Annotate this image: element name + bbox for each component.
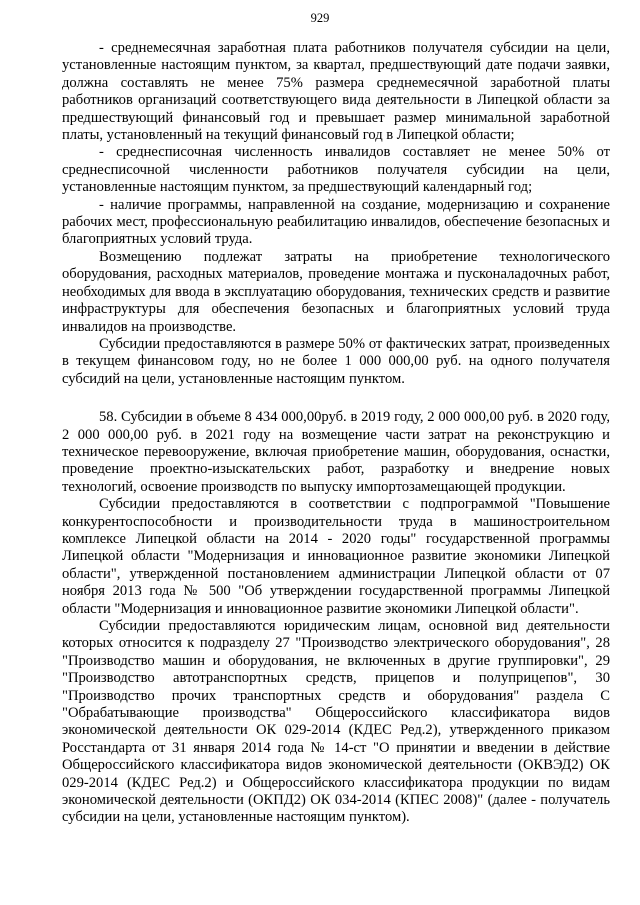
paragraph-eligible-recipients: Субсидии предоставляются юридическим лицам, основной вид деятельности которых относится к подразделу 27 "Производство электрического оборудования", 28 "Производство машин и оборудования, не включенных в другие группировки", 29 "Производство автотранспортных средств, прицепов и полуприцепов", 30 "Производство прочих транспортных средств и оборудования" раздела С "Обрабатывающие производства" Общероссийского классификатора видов экономической деятельности ОК 029-2014 (КДЕС Ред.2), утвержденного приказом Росстандарта от 31 января 2014 года № 14-ст "О принятии и введении в действие Общероссийского классификатора видов экономической деятельности (ОКВЭД2) ОК 029-2014 (КДЕС Ред.2) и Общероссийского классификатора продукции по видам экономической деятельности (ОКПД2) ОК 034-2014 (КПЕС 2008)" (далее - получатель субсидии на цели, установленные настоящим пунктом). (62, 618, 610, 826)
page-number: 929 (310, 11, 330, 25)
paragraph-disabled-headcount-condition: - среднесписочная численность инвалидов составляет не менее 50% от среднесписочной численности работников получателя субсидии на цели, установленные настоящим пунктом, за предшествующий календарный год; (62, 144, 610, 196)
paragraph-subsidy-amount: Субсидии предоставляются в размере 50% от фактических затрат, произведенных в текущем финансовом году, но не более 1 000 000,00 руб. на одного получателя субсидий на цели, установленные настоящим пунктом. (62, 335, 610, 387)
paragraph-subprogram-basis: Субсидии предоставляются в соответствии с подпрограммой "Повышение конкурентоспособности и производительности труда в машиностроительном комплексе Липецкой области на 2014 - 2020 годы" государственной программы Липецкой области "Модернизация и инновационное развитие экономики Липецкой области", утвержденной постановлением администрации Липецкой области от 07 ноября 2013 года № 500 "Об утверждении государственной программы Липецкой области "Модернизация и инновационное развитие экономики Липецкой области". (62, 496, 610, 617)
paragraph-item-58: 58. Субсидии в объеме 8 434 000,00руб. в 2019 году, 2 000 000,00 руб. в 2020 году, 2 000 000,00 руб. в 2021 году на возмещение части затрат на реконструкцию и техническое перевооружение, включая приобретение машин, оборудования, оснастки, проведение проектно-изыскательских работ, разработку и внедрение новых технологий, освоение производств по выпуску импортозамещающей продукции. (62, 409, 610, 495)
document-body (62, 40, 610, 827)
paragraph-program-condition: - наличие программы, направленной на создание, модернизацию и сохранение рабочих мест, профессиональную реабилитацию инвалидов, обеспечение безопасных и благоприятных условий труда. (62, 196, 610, 248)
paragraph-reimbursable-costs: Возмещению подлежат затраты на приобретение технологического оборудования, расходных материалов, проведение монтажа и пусконаладочных работ, необходимых для ввода в эксплуатацию оборудования, технических средств и развитие инфраструктуры для обеспечения безопасных и благоприятных условий труда инвалидов на производстве. (62, 248, 610, 335)
paragraph-salary-condition: - среднемесячная заработная плата работников получателя субсидии на цели, установленные настоящим пунктом, за квартал, предшествующий дате подачи заявки, должна составлять не менее 75% размера среднемесячной заработной платы работников организаций соответствующего вида деятельности в Липецкой области за предшествующий финансовый год и превышает размер минимальной заработной платы, установленный на текущий финансовый год в Липецкой области; (62, 40, 610, 144)
